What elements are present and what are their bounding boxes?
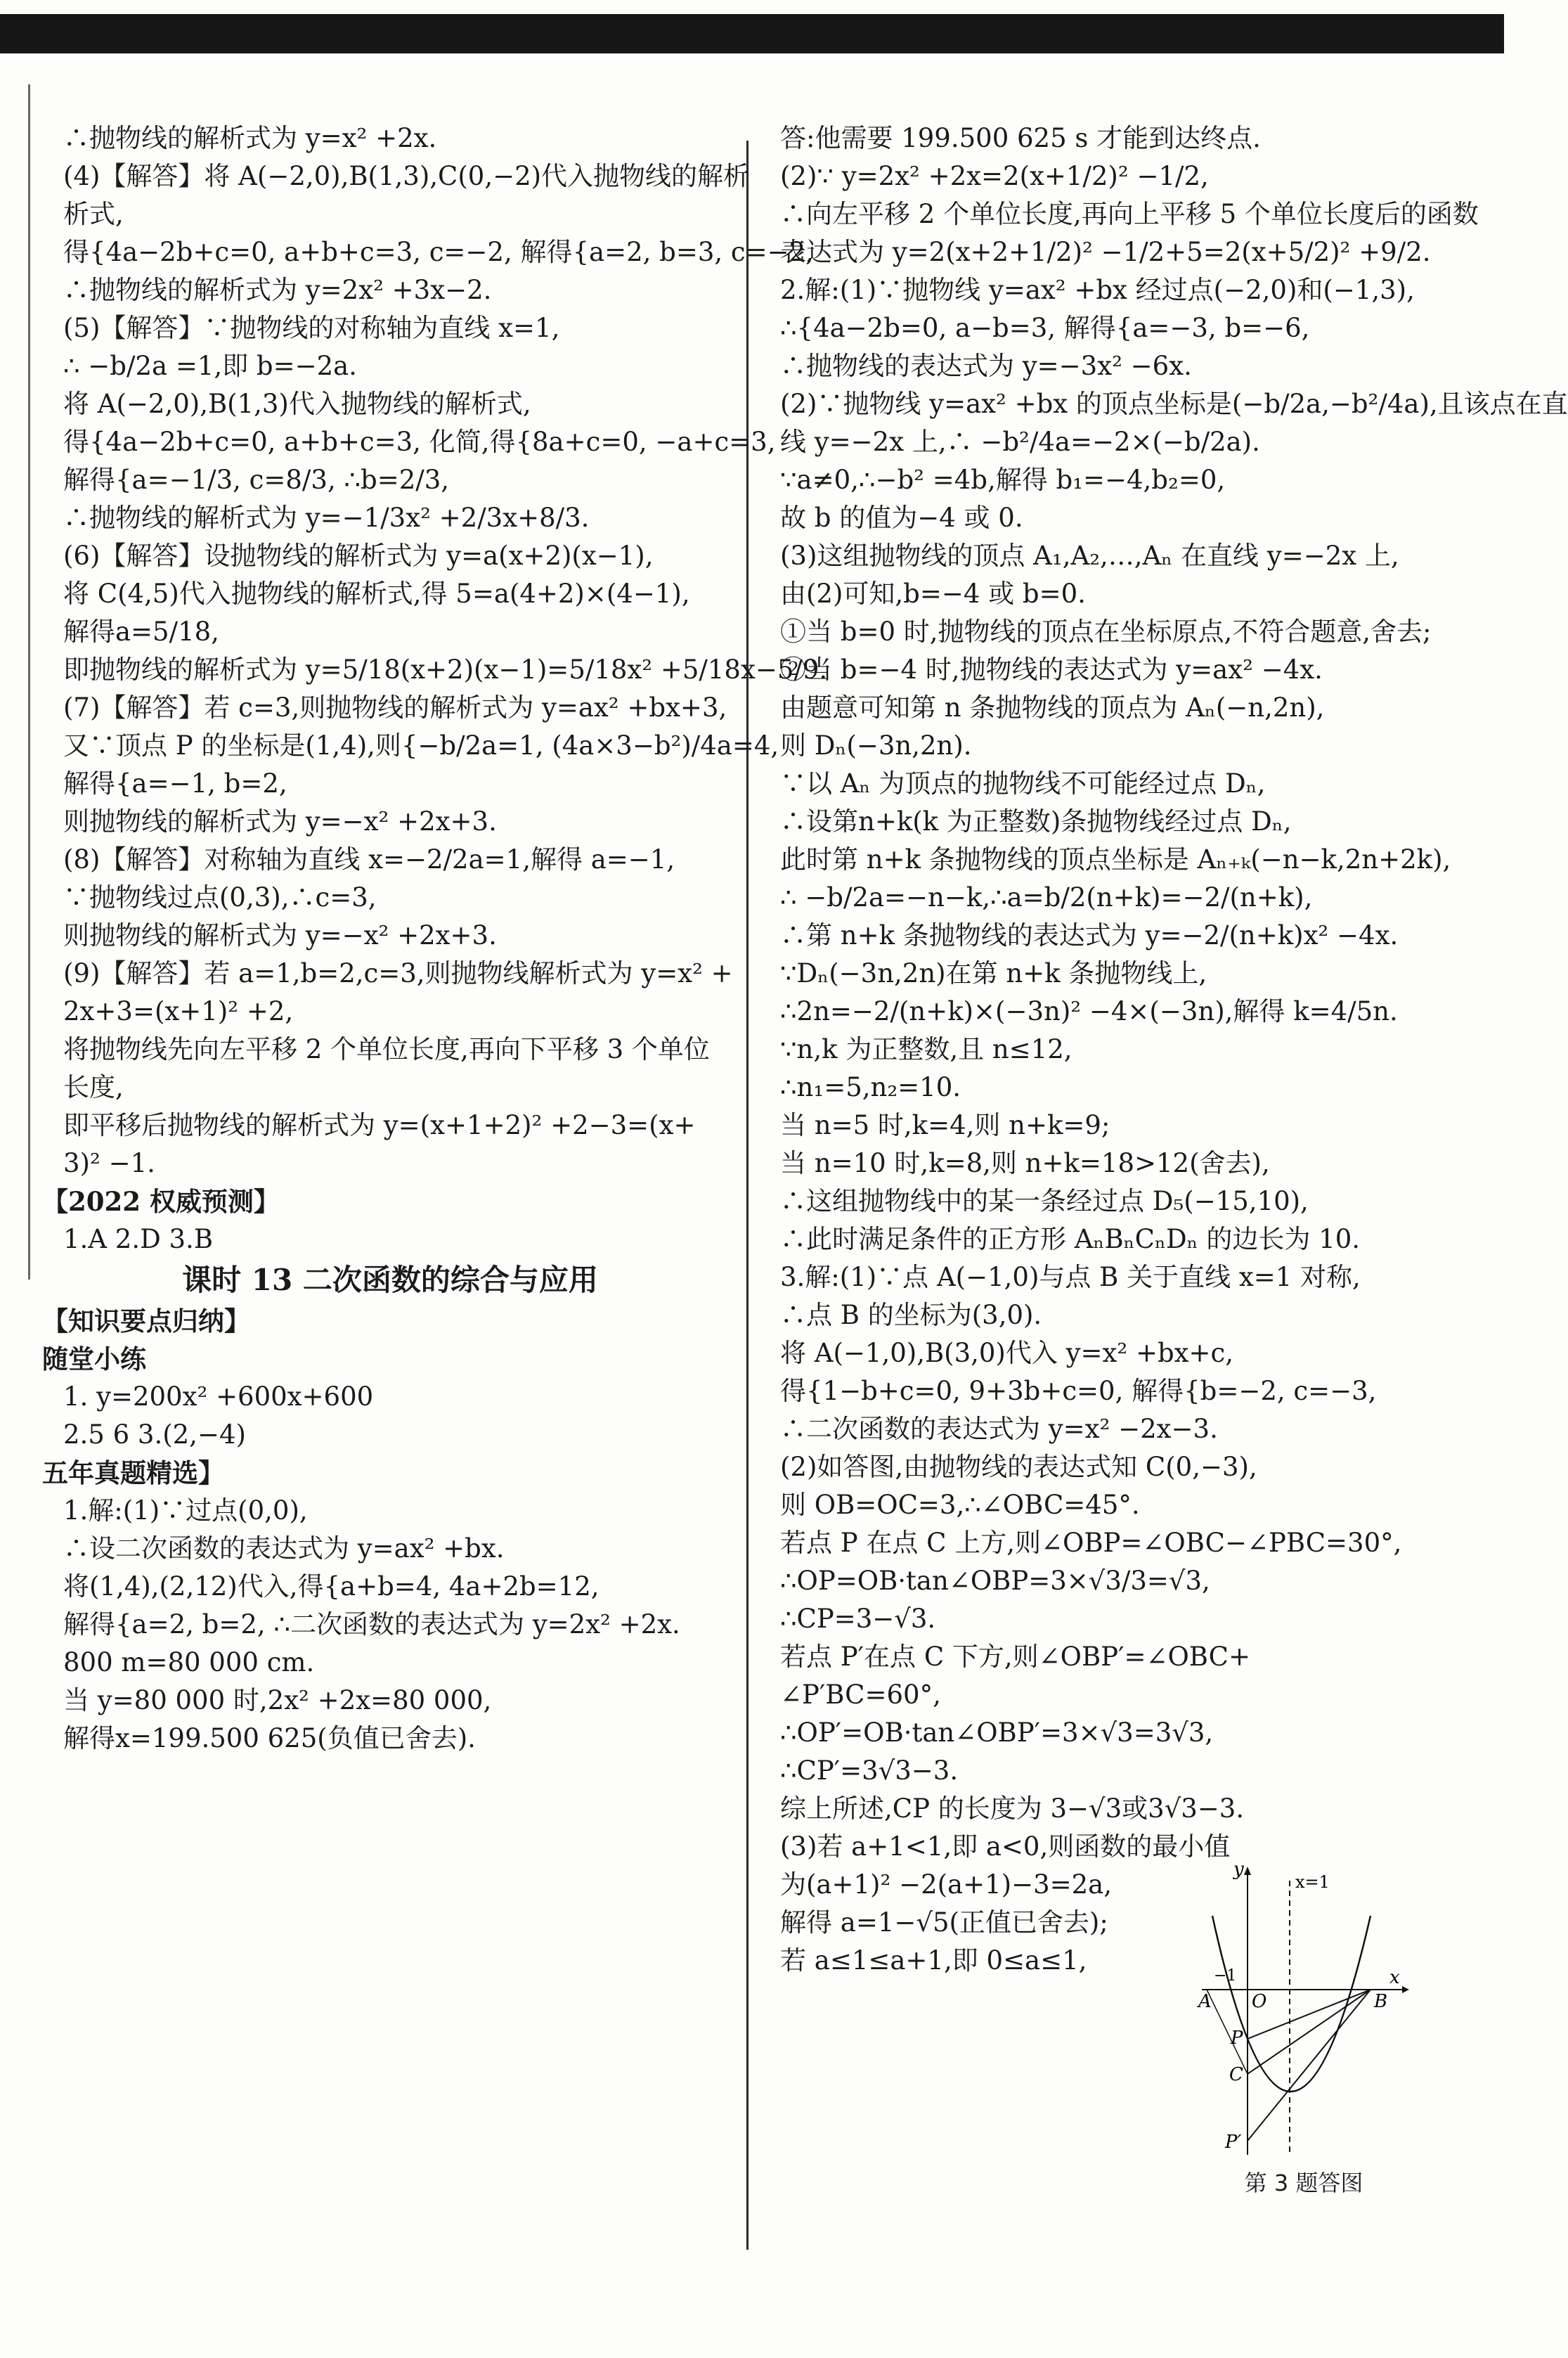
text-line: 解得 a=1−√5(正值已舍去); (780, 1907, 1108, 1938)
text-line: ∵a≠0,∴−b² =4b,解得 b₁=−4,b₂=0, (780, 465, 1226, 495)
text-line: 将 A(−1,0),B(3,0)代入 y=x² +bx+c, (780, 1338, 1234, 1368)
top-scan-bar (0, 14, 1504, 53)
text-line: ∴抛物线的解析式为 y=−1/3x² +2/3x+8/3. (63, 503, 590, 533)
label-b: B (1374, 1991, 1388, 2012)
text-line: ∴第 n+k 条抛物线的表达式为 y=−2/(n+k)x² −4x. (780, 920, 1399, 951)
text-line: 当 y=80 000 时,2x² +2x=80 000, (63, 1685, 492, 1715)
text-line: 此时第 n+k 条抛物线的顶点坐标是 Aₙ₊ₖ(−n−k,2n+2k), (780, 844, 1451, 875)
parabola-figure (1198, 1860, 1409, 2162)
text-line: 得{4a−2b+c=0, a+b+c=3, 化简,得{8a+c=0, −a+c=3, (63, 427, 776, 457)
lesson-title: 课时 13 二次函数的综合与应用 (182, 1263, 598, 1297)
text-line: ∴此时满足条件的正方形 AₙBₙCₙDₙ 的边长为 10. (780, 1224, 1361, 1254)
label-y: y (1233, 1859, 1244, 1880)
text-line: 将 C(4,5)代入抛物线的解析式,得 5=a(4+2)×(4−1), (63, 579, 690, 609)
label-o: O (1252, 1991, 1267, 2012)
text-line: ∴点 B 的坐标为(3,0). (780, 1300, 1042, 1330)
text-line: ∴ −b/2a=−n−k,∴a=b/2(n+k)=−2/(n+k), (780, 882, 1313, 913)
figure-caption: 第 3 题答图 (1244, 2170, 1363, 2196)
right-column (759, 120, 1568, 1980)
text-line: 将 A(−2,0),B(1,3)代入抛物线的解析式, (63, 389, 531, 419)
label-p-prime: P′ (1225, 2132, 1242, 2153)
text-line: 析式, (63, 199, 124, 229)
text-line: 得{4a−2b+c=0, a+b+c=3, c=−2, 解得{a=2, b=3, c=−2, (63, 237, 814, 267)
text-line: 3)² −1. (63, 1148, 155, 1178)
line-b-pprime (1248, 1990, 1371, 2141)
text-line: (7)【解答】若 c=3,则抛物线的解析式为 y=ax² +bx+3, (63, 692, 727, 723)
section-heading: 【2022 权威预测】 (42, 1186, 280, 1217)
text-line: ∴设二次函数的表达式为 y=ax² +bx. (63, 1533, 505, 1564)
text-line: 若 a≤1≤a+1,即 0≤a≤1, (780, 1945, 1087, 1976)
text-line: (5)【解答】∵抛物线的对称轴为直线 x=1, (63, 313, 560, 343)
text-line: ∵n,k 为正整数,且 n≤12, (780, 1034, 1073, 1064)
text-line: 3.解:(1)∵点 A(−1,0)与点 B 关于直线 x=1 对称, (780, 1262, 1361, 1292)
text-line: ∴抛物线的表达式为 y=−3x² −6x. (780, 351, 1192, 381)
text-line: 2x+3=(x+1)² +2, (63, 996, 294, 1026)
text-line: ∴2n=−2/(n+k)×(−3n)² −4×(−3n),解得 k=4/5n. (780, 996, 1398, 1026)
text-line: 即抛物线的解析式为 y=5/18(x+2)(x−1)=5/18x² +5/18x−5/9. (63, 655, 828, 685)
text-line: (2)∵ y=2x² +2x=2(x+1/2)² −1/2, (780, 161, 1209, 191)
text-line: 答:他需要 199.500 625 s 才能到达终点. (780, 123, 1261, 153)
text-line: ∵以 Aₙ 为顶点的抛物线不可能经过点 Dₙ, (780, 768, 1266, 799)
text-line: (2)∵抛物线 y=ax² +bx 的顶点坐标是(−b/2a,−b²/4a),且该点在直 (780, 389, 1568, 419)
section-heading: 五年真题精选】 (42, 1457, 224, 1488)
text-line: 得{1−b+c=0, 9+3b+c=0, 解得{b=−2, c=−3, (780, 1376, 1377, 1406)
text-line: ∵抛物线过点(0,3),∴c=3, (63, 882, 377, 913)
text-line: ∴这组抛物线中的某一条经过点 D₅(−15,10), (780, 1186, 1309, 1216)
text-line: ∴CP=3−√3. (780, 1604, 936, 1634)
text-line: 综上所述,CP 的长度为 3−√3或3√3−3. (780, 1793, 1245, 1824)
text-line: ∴ −b/2a =1,即 b=−2a. (63, 351, 357, 381)
text-line: 解得{a=−1/3, c=8/3, ∴b=2/3, (63, 465, 450, 495)
text-line: ∴CP′=3√3−3. (780, 1755, 959, 1786)
text-line: (3)这组抛物线的顶点 A₁,A₂,…,Aₙ 在直线 y=−2x 上, (780, 541, 1399, 571)
label-a: A (1198, 1991, 1212, 2012)
text-line: 则抛物线的解析式为 y=−x² +2x+3. (63, 806, 497, 837)
text-line: 1. y=200x² +600x+600 (63, 1381, 374, 1412)
text-line: 表达式为 y=2(x+2+1/2)² −1/2+5=2(x+5/2)² +9/2. (780, 237, 1431, 267)
text-line: ∴向左平移 2 个单位长度,再向上平移 5 个单位长度后的函数 (780, 199, 1479, 229)
text-line: 将抛物线先向左平移 2 个单位长度,再向下平移 3 个单位 (63, 1034, 710, 1064)
text-line: 将(1,4),(2,12)代入,得{a+b=4, 4a+2b=12, (63, 1571, 600, 1602)
text-line: (2)如答图,由抛物线的表达式知 C(0,−3), (780, 1452, 1257, 1482)
text-line: 则抛物线的解析式为 y=−x² +2x+3. (63, 920, 497, 951)
text-line: ∴OP=OB·tan∠OBP=3×√3/3=√3, (780, 1566, 1210, 1596)
text-line: (3)若 a+1<1,即 a<0,则函数的最小值 (780, 1831, 1231, 1862)
text-line: ∵Dₙ(−3n,2n)在第 n+k 条抛物线上, (780, 958, 1207, 988)
text-line: 故 b 的值为−4 或 0. (780, 503, 1023, 533)
text-line: ∴抛物线的解析式为 y=2x² +3x−2. (63, 275, 492, 305)
text-line: ∴{4a−2b=0, a−b=3, 解得{a=−3, b=−6, (780, 313, 1310, 343)
text-line: (8)【解答】对称轴为直线 x=−2/2a=1,解得 a=−1, (63, 844, 675, 875)
text-line: 由(2)可知,b=−4 或 b=0. (780, 579, 1086, 609)
label-p: P (1231, 2028, 1243, 2049)
x-axis-arrow (1402, 1986, 1409, 1993)
text-line: ∴OP′=OB·tan∠OBP′=3×√3=3√3, (780, 1718, 1214, 1748)
left-edge-rule (28, 84, 30, 1280)
text-line: (9)【解答】若 a=1,b=2,c=3,则抛物线解析式为 y=x² + (63, 958, 733, 988)
text-line: ②当 b=−4 时,抛物线的表达式为 y=ax² −4x. (780, 655, 1323, 685)
text-line: 则 Dₙ(−3n,2n). (780, 730, 972, 761)
text-line: 由题意可知第 n 条抛物线的顶点为 Aₙ(−n,2n), (780, 692, 1325, 723)
text-line: 则 OB=OC=3,∴∠OBC=45°. (780, 1490, 1140, 1520)
section-heading: 随堂小练 (42, 1344, 146, 1374)
text-line: 线 y=−2x 上,∴ −b²/4a=−2×(−b/2a). (780, 427, 1260, 457)
text-line: ∠P′BC=60°, (780, 1680, 941, 1710)
text-line: 800 m=80 000 cm. (63, 1647, 315, 1677)
label-x: x (1389, 1967, 1400, 1988)
text-line: 即平移后抛物线的解析式为 y=(x+1+2)² +2−3=(x+ (63, 1110, 696, 1140)
text-line: 当 n=10 时,k=8,则 n+k=18>12(舍去), (780, 1148, 1270, 1178)
text-line: ∴n₁=5,n₂=10. (780, 1072, 961, 1102)
text-line: 解得{a=2, b=2, ∴二次函数的表达式为 y=2x² +2x. (63, 1609, 680, 1639)
text-line: 若点 P 在点 C 上方,则∠OBP=∠OBC−∠PBC=30°, (780, 1528, 1402, 1558)
text-line: (4)【解答】将 A(−2,0),B(1,3),C(0,−2)代入抛物线的解析 (63, 161, 750, 191)
section-heading: 【知识要点归纳】 (42, 1306, 250, 1336)
text-line: 解得{a=−1, b=2, (63, 768, 287, 799)
label-c: C (1229, 2064, 1243, 2085)
y-axis-arrow (1244, 1867, 1251, 1875)
text-line: 为(a+1)² −2(a+1)−3=2a, (780, 1869, 1112, 1900)
text-line: 解得a=5/18, (63, 617, 219, 647)
text-line: 2.5 6 3.(2,−4) (63, 1419, 246, 1450)
text-line: ∴设第n+k(k 为正整数)条抛物线经过点 Dₙ, (780, 806, 1292, 837)
text-line: ∴二次函数的表达式为 y=x² −2x−3. (780, 1414, 1218, 1444)
text-line: 长度, (63, 1072, 124, 1102)
text-line: ∴抛物线的解析式为 y=x² +2x. (63, 123, 437, 153)
text-line: 1.A 2.D 3.B (63, 1224, 214, 1254)
label-neg-one: −1 (1214, 1967, 1237, 1985)
text-line: 若点 P′在点 C 下方,则∠OBP′=∠OBC+ (780, 1642, 1250, 1672)
label-axis-line: x=1 (1295, 1872, 1330, 1892)
text-line: 解得x=199.500 625(负值已舍去). (63, 1723, 476, 1753)
text-line: 1.解:(1)∵过点(0,0), (63, 1495, 308, 1526)
left-column (42, 120, 828, 1758)
text-line: 又∵顶点 P 的坐标是(1,4),则{−b/2a=1, (4a×3−b²)/4a=4, (63, 730, 779, 761)
text-line: ①当 b=0 时,抛物线的顶点在坐标原点,不符合题意,舍去; (780, 617, 1432, 647)
text-line: 当 n=5 时,k=4,则 n+k=9; (780, 1110, 1110, 1140)
text-line: (6)【解答】设抛物线的解析式为 y=a(x+2)(x−1), (63, 541, 654, 571)
text-line: 2.解:(1)∵抛物线 y=ax² +bx 经过点(−2,0)和(−1,3), (780, 275, 1415, 305)
